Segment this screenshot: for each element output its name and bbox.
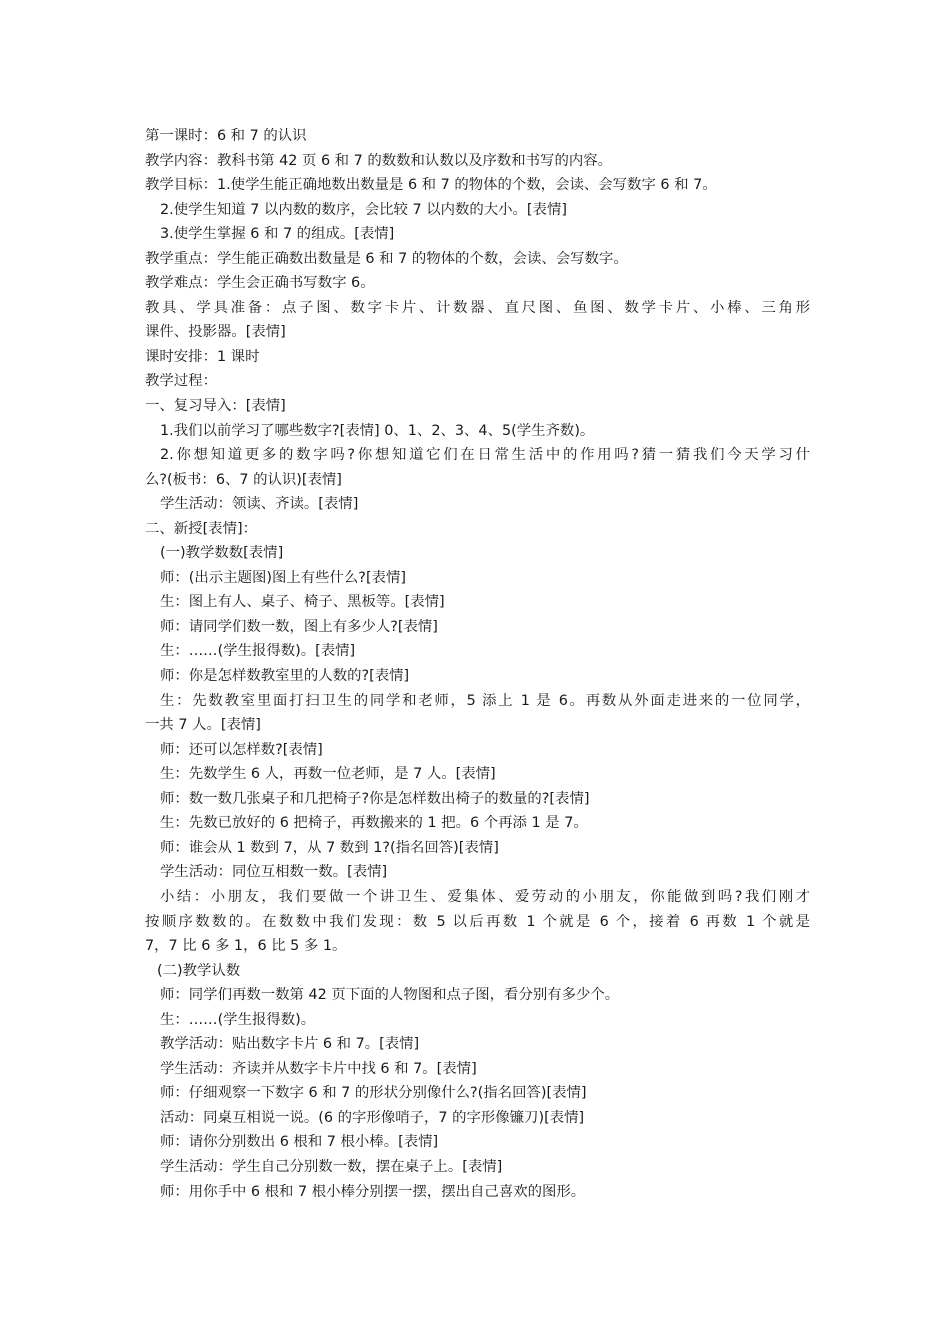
student-activity-line: 学生活动：齐读并从数字卡片中找 6 和 7。[表情]	[160, 1060, 477, 1077]
dialog-line: 师：数一数几张桌子和几把椅子?你是怎样数出椅子的数量的?[表情]	[160, 790, 590, 807]
teaching-materials: 教具、学具准备：点子图、数字卡片、计数器、直尺图、鱼图、数学卡片、小棒、三角形	[145, 299, 810, 316]
dialog-line: 师：谁会从 1 数到 7，从 7 数到 1?(指名回答)[表情]	[160, 839, 499, 856]
dialog-line: 师：用你手中 6 根和 7 根小棒分别摆一摆，摆出自己喜欢的图形。	[160, 1183, 586, 1200]
dialog-line: 生：先数学生 6 人，再数一位老师，是 7 人。[表情]	[160, 766, 496, 783]
section-new-heading: 二、新授[表情]：	[145, 520, 257, 537]
lesson-title: 第一课时：6 和 7 的认识	[145, 128, 307, 144]
dialog-line: 生：先数已放好的 6 把椅子，再数搬来的 1 把。6 个再添 1 是 7。	[160, 815, 588, 832]
teaching-activity-line: 教学活动：贴出数字卡片 6 和 7。[表情]	[160, 1036, 420, 1053]
dialog-line: 生：图上有人、桌子、椅子、黑板等。[表情]	[160, 594, 445, 611]
student-activity-line: 学生活动：同位互相数一数。[表情]	[160, 864, 388, 881]
subsection-counting: (一)教学数数[表情]	[160, 545, 284, 562]
review-item-1: 1.我们以前学习了哪些数字?[表情] 0、1、2、3、4、5(学生齐数)。	[160, 422, 595, 439]
dialog-line: 师：还可以怎样数?[表情]	[160, 741, 323, 758]
teaching-difficulty: 教学难点：学生会正确书写数字 6。	[145, 275, 375, 292]
review-item-2: 2.你想知道更多的数字吗?你想知道它们在日常生活中的作用吗?猜一猜我们今天学习什	[160, 447, 810, 464]
summary-line-end: 7，7 比 6 多 1，6 比 5 多 1。	[145, 938, 347, 955]
teaching-content: 教学内容：教科书第 42 页 6 和 7 的数数和认数以及序数和书写的内容。	[145, 152, 613, 169]
student-activity-line: 学生活动：学生自己分别数一数，摆在桌子上。[表情]	[160, 1158, 503, 1175]
teaching-key-point: 教学重点：学生能正确数出数量是 6 和 7 的物体的个数，会读、会写数字。	[145, 250, 628, 267]
dialog-line: 生：先数教室里面打扫卫生的同学和老师，5 添上 1 是 6。再数从外面走进来的一位同学，	[160, 692, 810, 709]
class-schedule: 课时安排：1 课时	[145, 348, 260, 365]
teaching-process-heading: 教学过程：	[145, 373, 217, 390]
document-body	[145, 124, 810, 1204]
teaching-goal-2: 2.使学生知道 7 以内数的数序，会比较 7 以内数的大小。[表情]	[160, 201, 567, 218]
summary-line-cont: 按顺序数数的。在数数中我们发现：数 5 以后再数 1 个就是 6 个，接着 6 再数 1 个就是	[145, 913, 810, 930]
dialog-line: 师：仔细观察一下数字 6 和 7 的形状分别像什么?(指名回答)[表情]	[160, 1085, 587, 1102]
dialog-line: 生：……(学生报得数)。	[160, 1011, 316, 1028]
review-student-activity: 学生活动：领读、齐读。[表情]	[160, 496, 359, 513]
activity-line: 活动：同桌互相说一说。(6 的字形像哨子，7 的字形像镰刀)[表情]	[160, 1109, 585, 1126]
dialog-line: 生：……(学生报得数)。[表情]	[160, 643, 356, 660]
review-item-2-cont: 么?(板书：6、7 的认识)[表情]	[145, 471, 342, 488]
summary-line: 小结：小朋友，我们要做一个讲卫生、爱集体、爱劳动的小朋友，你能做到吗?我们刚才	[160, 888, 810, 905]
dialog-line: 师：请你分别数出 6 根和 7 根小棒。[表情]	[160, 1134, 439, 1151]
dialog-line: 师：请同学们数一数，图上有多少人?[表情]	[160, 618, 438, 635]
teaching-goal-1: 教学目标：1.使学生能正确地数出数量是 6 和 7 的物体的个数，会读、会写数字 6 和 7。	[145, 177, 717, 194]
dialog-line-cont: 一共 7 人。[表情]	[145, 717, 261, 734]
section-review-heading: 一、复习导入：[表情]	[145, 398, 286, 415]
dialog-line: 师：(出示主题图)图上有些什么?[表情]	[160, 569, 406, 586]
dialog-line: 师：你是怎样数教室里的人数的?[表情]	[160, 668, 410, 685]
dialog-line: 师：同学们再数一数第 42 页下面的人物图和点子图，看分别有多少个。	[160, 987, 620, 1004]
subsection-recognizing: (二)教学认数	[157, 962, 241, 979]
teaching-goal-3: 3.使学生掌握 6 和 7 的组成。[表情]	[160, 226, 395, 243]
teaching-materials-cont: 课件、投影器。[表情]	[145, 324, 286, 341]
